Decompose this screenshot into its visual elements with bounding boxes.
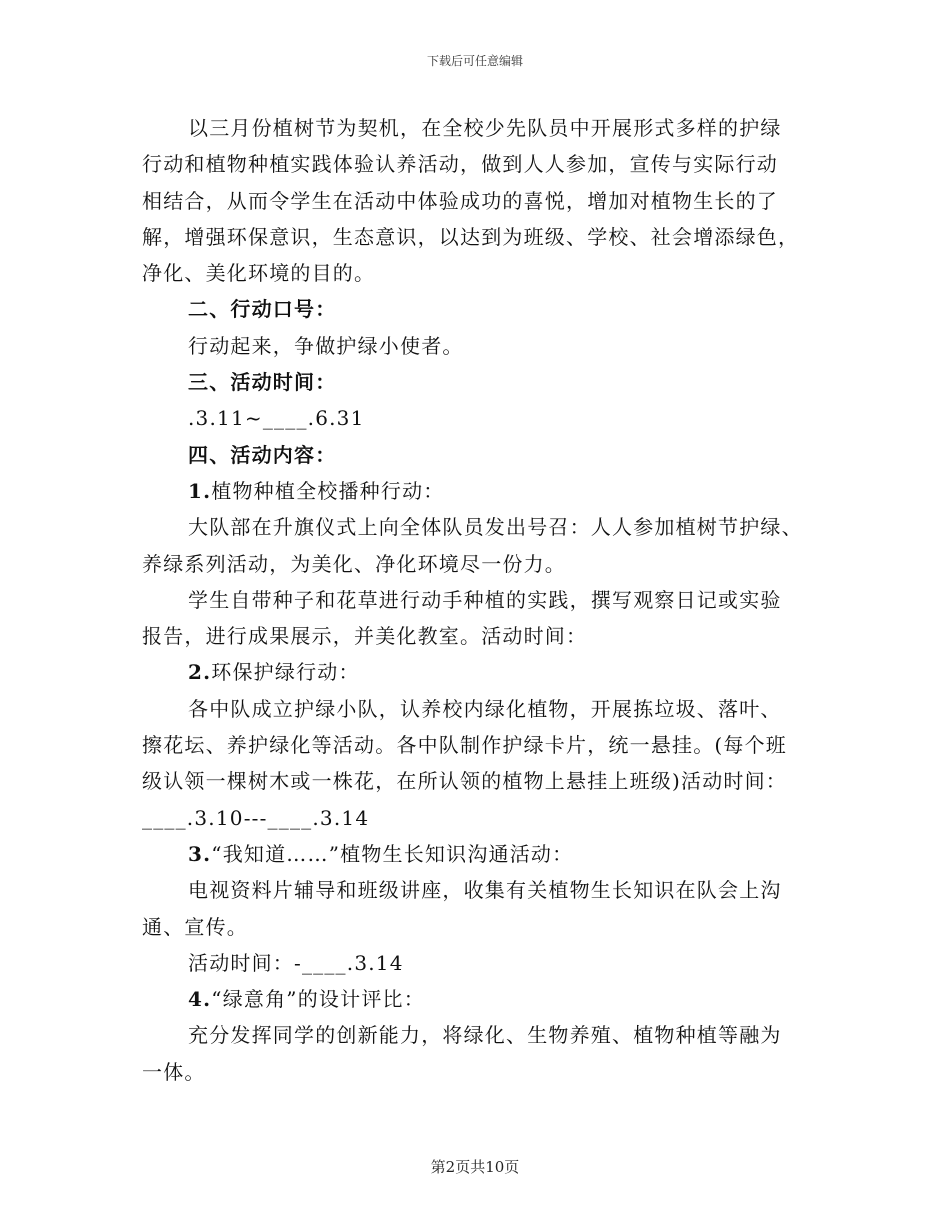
section-heading-slogan: 二、行动口号： (188, 297, 337, 322)
list-item-title: 植物种植全校播种行动： (211, 478, 445, 503)
paragraph-line: 行动起来，争做护绿小使者。 (188, 333, 464, 358)
list-item-title: 环保护绿行动： (211, 660, 360, 685)
paragraph-line: 行动和植物种植实践体验认养活动，做到人人参加，宣传与实际行动 (142, 152, 778, 177)
section-heading-time: 三、活动时间： (188, 370, 337, 395)
paragraph-line: 电视资料片辅导和班级讲座，收集有关植物生长知识在队会上沟 (188, 878, 782, 903)
paragraph-line: 通、宣传。 (142, 914, 248, 939)
list-item-heading (142, 981, 812, 1017)
list-number: 3. (188, 841, 212, 866)
list-item-heading (142, 473, 812, 509)
paragraph-line: .3.11~____.6.31 (188, 406, 365, 431)
paragraph-line: 各中队成立护绿小队，认养校内绿化植物，开展拣垃圾、落叶、 (188, 696, 782, 721)
paragraph-line: 学生自带种子和花草进行动手种植的实践，撰写观察日记或实验 (188, 587, 782, 612)
list-item-heading (142, 836, 812, 872)
list-item-title: “绿意角”的设计评比： (211, 987, 425, 1012)
paragraph-line: ____.3.10---____.3.14 (142, 805, 370, 830)
paragraph-line: 活动时间：-____.3.14 (188, 950, 404, 975)
document-body (142, 110, 812, 1090)
paragraph-line: 充分发挥同学的创新能力，将绿化、生物养殖、植物种植等融为 (188, 1023, 782, 1048)
list-number: 1. (188, 478, 212, 503)
paragraph-line: 擦花坛、养护绿化等活动。各中队制作护绿卡片，统一悬挂。(每个班 (142, 733, 788, 758)
paragraph-line: 报告，进行成果展示，并美化教室。活动时间： (142, 624, 588, 649)
paragraph-line: 以三月份植树节为契机，在全校少先队员中开展形式多样的护绿 (188, 116, 782, 140)
list-item-heading (142, 654, 812, 690)
paragraph-line: 解，增强环保意识，生态意识，以达到为班级、学校、社会增添绿色， (142, 224, 800, 249)
page-header-note: 下载后可任意编辑 (426, 54, 523, 68)
list-number: 2. (188, 660, 212, 685)
paragraph-line: 级认领一棵树木或一株花，在所认领的植物上悬挂上班级)活动时间： (142, 769, 788, 794)
paragraph-line: 相结合，从而令学生在活动中体验成功的喜悦，增加对植物生长的了 (142, 188, 778, 213)
section-heading-content: 四、活动内容： (188, 442, 337, 467)
paragraph-line: 净化、美化环境的目的。 (142, 261, 376, 286)
paragraph-line: 大队部在升旗仪式上向全体队员发出号召：人人参加植树节护绿、 (188, 515, 803, 540)
page-number-footer: 第2页共10页 (430, 1158, 520, 1176)
list-number: 4. (188, 987, 212, 1012)
paragraph-line: 养绿系列活动，为美化、净化环境尽一份力。 (142, 551, 566, 576)
paragraph-line: 一体。 (142, 1059, 206, 1084)
list-item-title: “我知道……”植物生长知识沟通活动： (211, 841, 574, 866)
